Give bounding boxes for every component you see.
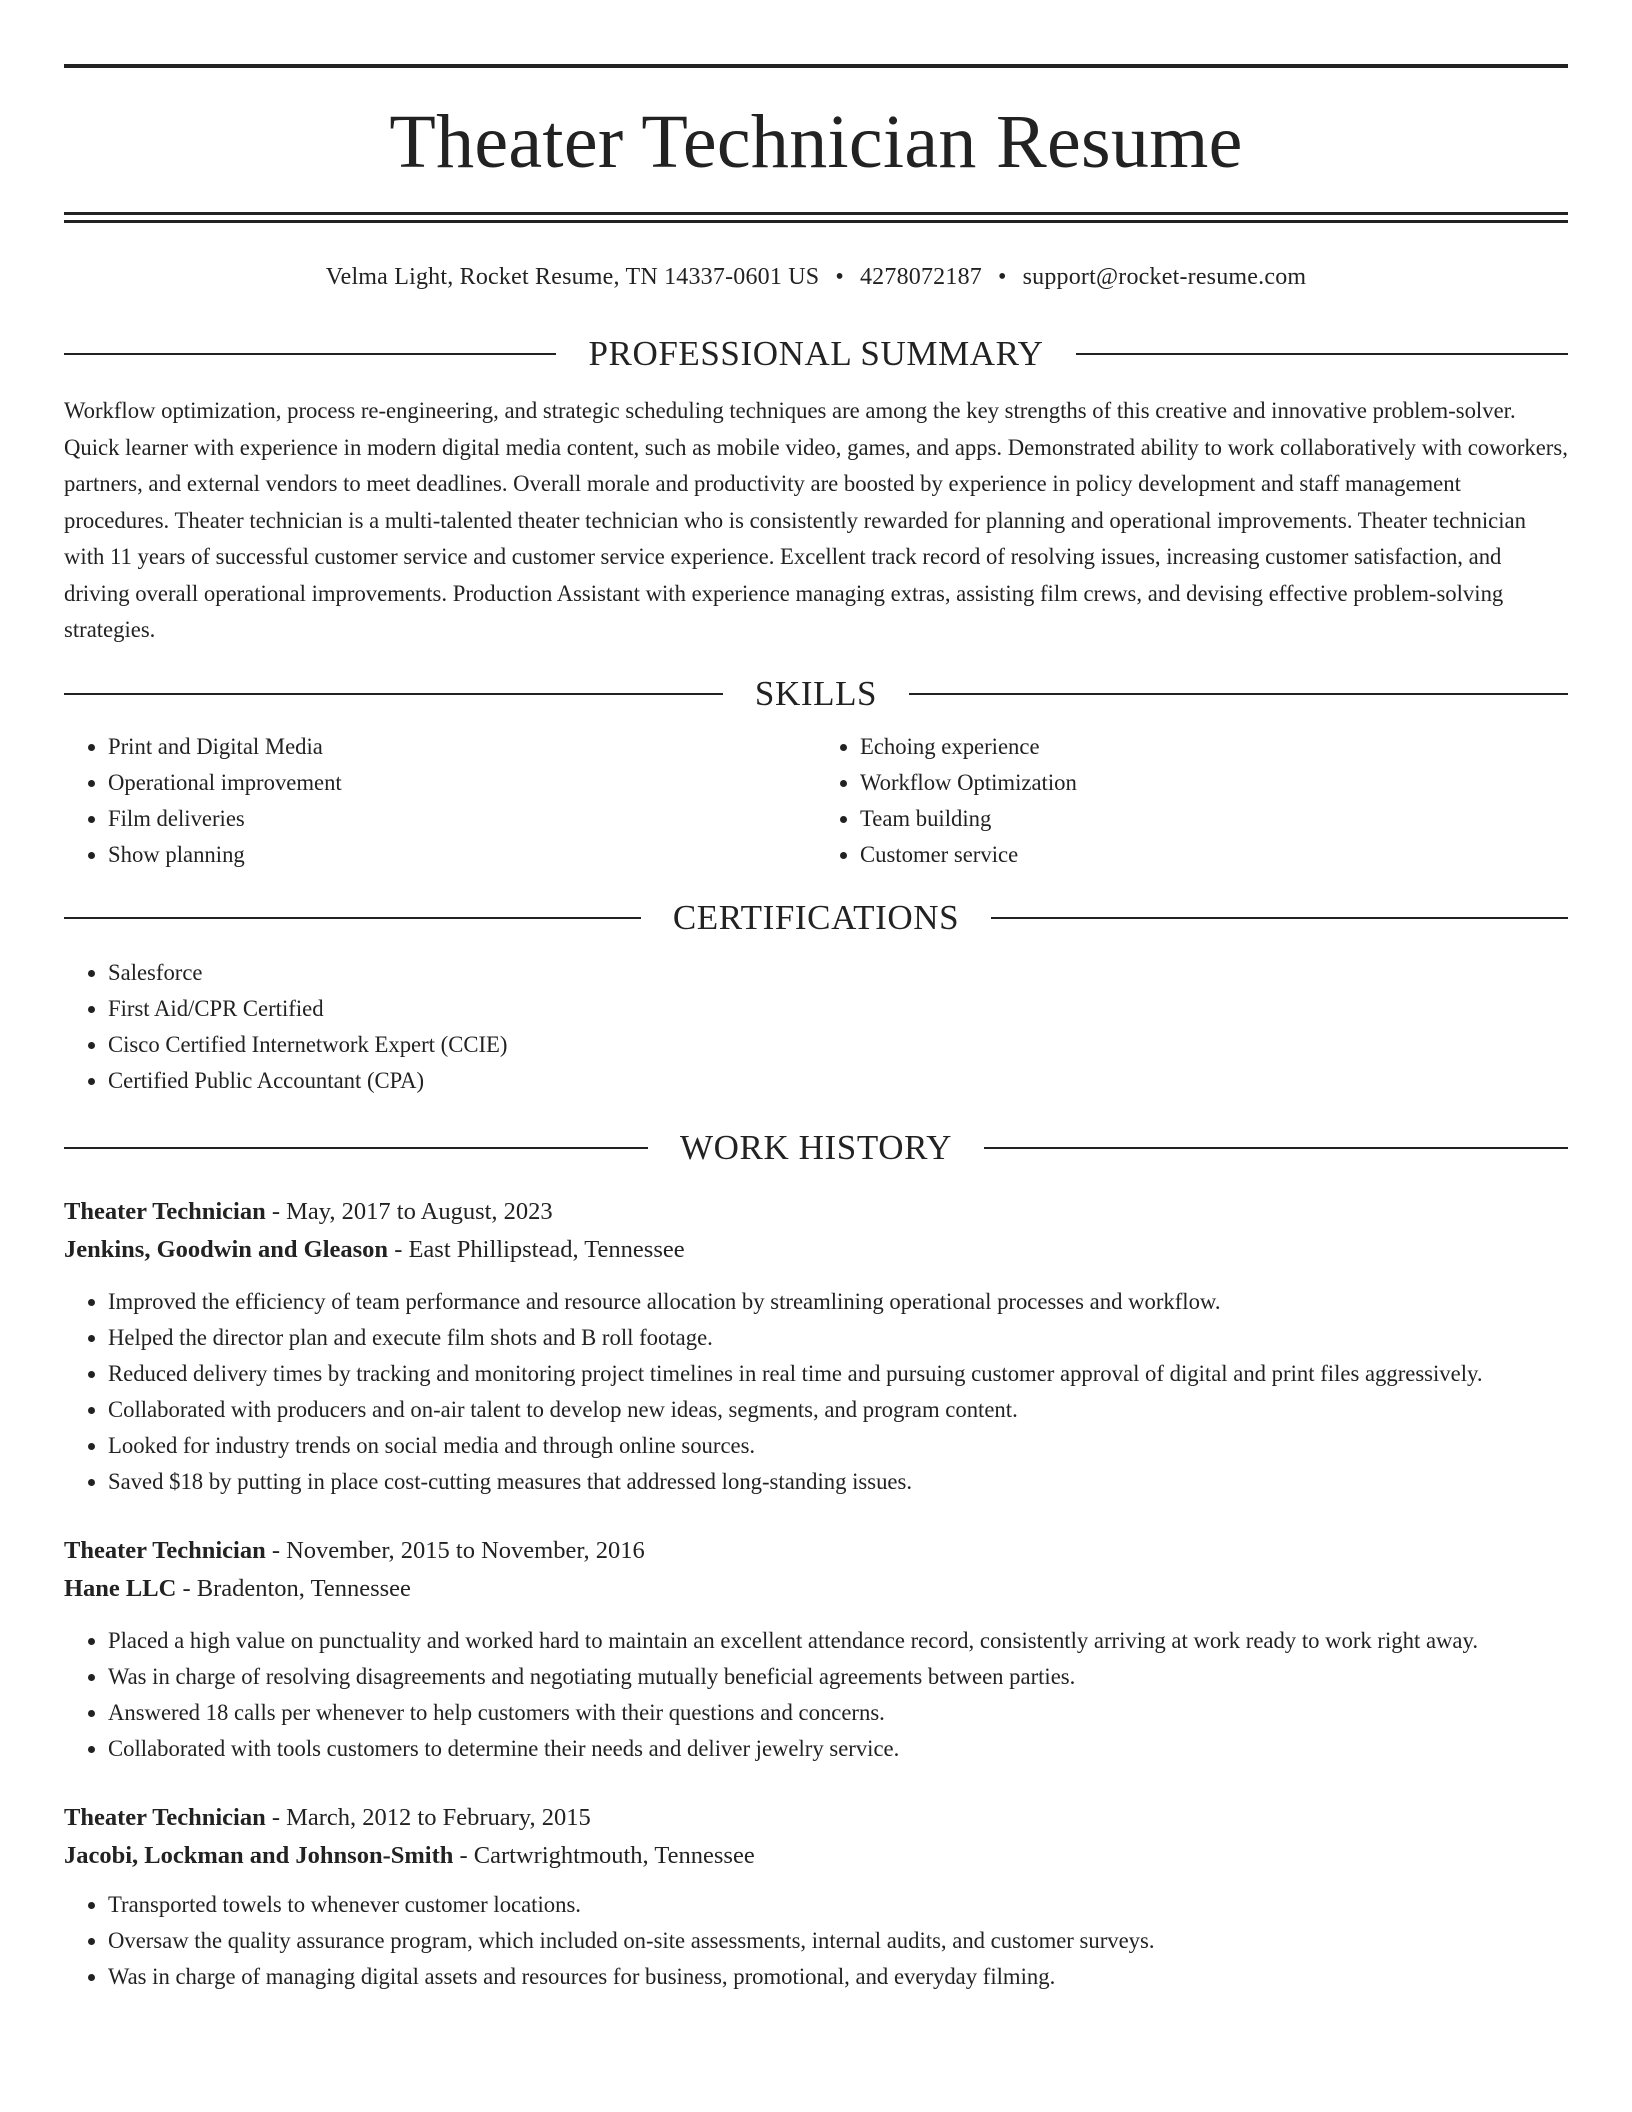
certifications-heading <box>64 895 1568 941</box>
divider-line <box>64 1147 648 1149</box>
skill-item: • Team building <box>860 801 1568 837</box>
certifications-list <box>64 955 1568 1099</box>
certifications-heading-label: CERTIFICATIONS <box>672 897 960 937</box>
contact-line <box>64 257 1568 297</box>
skills-list-left <box>64 729 816 873</box>
job-bullet: • Oversaw the quality assurance program, which included on-site assessments, internal audits, and customer surveys. <box>108 1923 1568 1959</box>
work-heading-label: WORK HISTORY <box>680 1127 952 1167</box>
job-company-line <box>64 1231 1568 1269</box>
divider-line <box>984 1147 1568 1149</box>
job-entry <box>64 1532 1568 1767</box>
contact-separator: • <box>835 264 844 290</box>
job-bullet: • Collaborated with producers and on-air talent to develop new ideas, segments, and program content. <box>108 1392 1568 1428</box>
top-rule <box>64 64 1568 68</box>
job-title: Theater Technician <box>64 1197 266 1225</box>
contact-phone: 4278072187 <box>859 264 982 290</box>
job-title-line <box>64 1193 1568 1231</box>
job-location: - Bradenton, Tennessee <box>176 1574 411 1602</box>
certification-item: • Certified Public Accountant (CPA) <box>108 1063 1568 1099</box>
job-bullet: • Reduced delivery times by tracking and monitoring project timelines in real time and pursuing customer approval of digital and print files aggressively. <box>108 1356 1568 1392</box>
title-double-rule <box>64 212 1568 223</box>
skill-item: • Operational improvement <box>108 765 816 801</box>
divider-line <box>1076 353 1568 355</box>
page-title: Theater Technician Resume <box>389 100 1243 184</box>
job-bullet: • Answered 18 calls per whenever to help customers with their questions and concerns. <box>108 1695 1568 1731</box>
job-title-line <box>64 1532 1568 1570</box>
resume-page <box>64 0 1568 1995</box>
job-location: - East Phillipstead, Tennessee <box>388 1235 685 1263</box>
skill-item: • Echoing experience <box>860 729 1568 765</box>
summary-text: Workflow optimization, process re-engineering, and strategic scheduling techniques are among the key strengths of this creative and innovative problem-solver. Quick learner with experience in modern digital media content, such as mobile video, games, and apps. Demonstrated ability to work collaboratively with coworkers, partners, and external vendors to meet deadlines. Overall morale and productivity are boosted by experience in policy development and staff management procedures. Theater technician is a multi-talented theater technician who is consistently rewarded for planning and operational improvements. Theater technician with 11 years of successful customer service and customer service experience. Excellent track record of resolving issues, increasing customer satisfaction, and driving overall operational improvements. Production Assistant with experience managing extras, assisting film crews, and devising effective problem-solving strategies. <box>64 398 1568 642</box>
job-title: Theater Technician <box>64 1536 266 1564</box>
job-title-line <box>64 1799 1568 1837</box>
summary-heading <box>64 331 1568 377</box>
job-dates: - March, 2012 to February, 2015 <box>265 1803 591 1831</box>
certification-item: • First Aid/CPR Certified <box>108 991 1568 1027</box>
job-entry <box>64 1799 1568 1995</box>
contact-address: Velma Light, Rocket Resume, TN 14337-0601 US <box>325 264 820 290</box>
skill-item: • Show planning <box>108 837 816 873</box>
job-bullet: • Was in charge of resolving disagreements and negotiating mutually beneficial agreements between parties. <box>108 1659 1568 1695</box>
job-company-line <box>64 1570 1568 1608</box>
certification-item: • Cisco Certified Internetwork Expert (CCIE) <box>108 1027 1568 1063</box>
divider-line <box>909 693 1568 695</box>
divider-line <box>64 353 556 355</box>
skill-item: • Workflow Optimization <box>860 765 1568 801</box>
job-bullet: • Improved the efficiency of team performance and resource allocation by streamlining operational processes and workflow. <box>108 1284 1568 1320</box>
divider-line <box>991 917 1568 919</box>
contact-email: support@rocket-resume.com <box>1022 264 1307 290</box>
job-company: Jacobi, Lockman and Johnson-Smith <box>64 1841 454 1869</box>
certification-item: • Salesforce <box>108 955 1568 991</box>
job-dates: - May, 2017 to August, 2023 <box>265 1197 553 1225</box>
job-bullet: • Collaborated with tools customers to determine their needs and deliver jewelry service. <box>108 1731 1568 1767</box>
job-bullets <box>64 1623 1568 1767</box>
job-bullets <box>64 1284 1568 1500</box>
divider-line <box>64 693 723 695</box>
job-bullet: • Looked for industry trends on social media and through online sources. <box>108 1428 1568 1464</box>
job-company-line <box>64 1837 1568 1875</box>
job-bullet: • Placed a high value on punctuality and worked hard to maintain an excellent attendance record, consistently arriving at work ready to work right away. <box>108 1623 1568 1659</box>
skill-item: • Customer service <box>860 837 1568 873</box>
skills-columns <box>64 729 1568 873</box>
job-bullet: • Saved $18 by putting in place cost-cutting measures that addressed long-standing issues. <box>108 1464 1568 1500</box>
skill-item: • Film deliveries <box>108 801 816 837</box>
skills-list-right <box>816 729 1568 873</box>
job-company: Jenkins, Goodwin and Gleason <box>64 1235 389 1263</box>
contact-separator: • <box>997 264 1007 290</box>
job-bullet: • Was in charge of managing digital assets and resources for business, promotional, and everyday filming. <box>108 1959 1568 1995</box>
job-entry <box>64 1193 1568 1500</box>
skills-heading-label: SKILLS <box>754 673 878 713</box>
job-company: Hane LLC <box>64 1574 177 1602</box>
job-title: Theater Technician <box>64 1803 266 1831</box>
summary-heading-label: PROFESSIONAL SUMMARY <box>588 334 1044 373</box>
job-bullet: • Helped the director plan and execute film shots and B roll footage. <box>108 1320 1568 1356</box>
job-bullets <box>64 1887 1568 1995</box>
skills-heading <box>64 671 1568 717</box>
job-dates: - November, 2015 to November, 2016 <box>265 1536 645 1564</box>
job-bullet: • Transported towels to whenever customer locations. <box>108 1887 1568 1923</box>
job-location: - Cartwrightmouth, Tennessee <box>453 1841 755 1869</box>
work-heading <box>64 1125 1568 1171</box>
skill-item: • Print and Digital Media <box>108 729 816 765</box>
divider-line <box>64 917 641 919</box>
